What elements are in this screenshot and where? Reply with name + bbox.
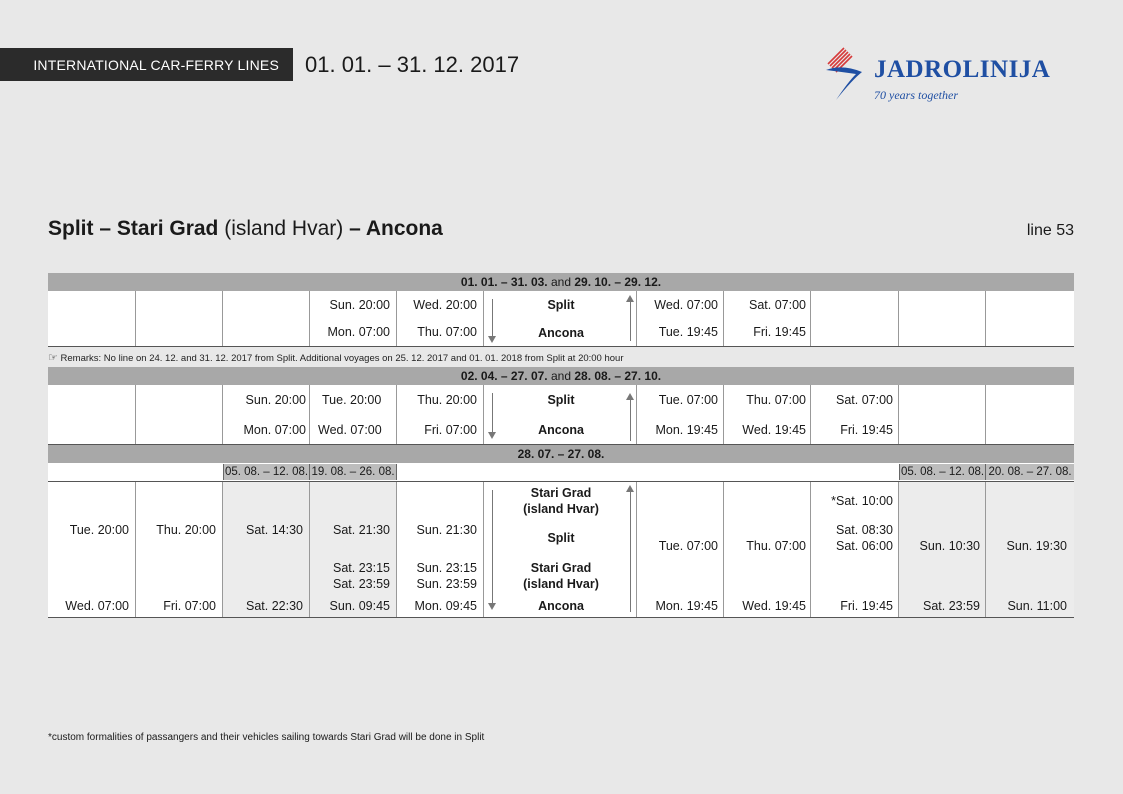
company-logo <box>822 42 1082 104</box>
s2-arrive-mon: Mon. 07:00 <box>243 423 306 437</box>
s3-sg-arr-sun: Sun. 23:15 <box>416 561 477 575</box>
route-title <box>48 217 443 241</box>
s2-arrive-fri: Fri. 07:00 <box>424 423 477 437</box>
s3-arr-back-fri: Fri. 19:45 <box>840 599 893 613</box>
validity-period: 01. 01. – 31. 12. 2017 <box>305 52 520 77</box>
s1-return-fri: Fri. 19:45 <box>753 325 806 339</box>
s1-depart-sun: Sun. 20:00 <box>329 298 390 312</box>
s2-arrive-back-wed: Wed. 19:45 <box>742 423 806 437</box>
s3-return-sat-split-arr: Sat. 08:30 <box>836 523 893 537</box>
s2-arrive-back-fri: Fri. 19:45 <box>840 423 893 437</box>
route-title-b: (island Hvar) <box>218 217 350 240</box>
period-2b: 28. 08. – 27. 10. <box>574 369 662 383</box>
s3-ancona-arr-sat: Sat. 22:30 <box>246 599 303 613</box>
s3-arr-back-sun: Sun. 11:00 <box>1007 599 1067 613</box>
logo-tagline: 70 years together <box>874 88 958 102</box>
s3-split-dep-tue: Tue. 20:00 <box>69 523 129 537</box>
period-2a: 02. 04. – 27. 07. <box>460 369 548 383</box>
s3-ancona-arr-fri: Fri. 07:00 <box>163 599 216 613</box>
port-stari-grad-2-island: (island Hvar) <box>523 577 599 591</box>
up-arrow-icon <box>630 491 631 612</box>
s1-arrive-thu: Thu. 07:00 <box>417 325 477 339</box>
section-tag-text: INTERNATIONAL CAR-FERRY LINES <box>33 56 279 73</box>
period-band-1 <box>48 273 1074 291</box>
s1-arrive-mon: Mon. 07:00 <box>327 325 390 339</box>
s3-ancona-arr-mon: Mon. 09:45 <box>414 599 477 613</box>
s1-return-tue: Tue. 19:45 <box>658 325 718 339</box>
sub-period-right-1: 05. 08. – 12. 08. <box>900 466 985 478</box>
s3-arr-back-mon: Mon. 19:45 <box>655 599 718 613</box>
s3-arr-back-sat: Sat. 23:59 <box>923 599 980 613</box>
up-arrow-icon <box>630 301 631 341</box>
s2-return-thu: Thu. 07:00 <box>746 393 806 407</box>
s2-arrive-wed: Wed. 07:00 <box>318 423 382 437</box>
down-arrow-icon <box>492 299 493 337</box>
period-1a: 01. 01. – 31. 03. <box>460 275 548 289</box>
sub-period-left-2: 19. 08. – 26. 08. <box>310 464 397 480</box>
route-title-a: Split – Stari Grad <box>48 217 219 240</box>
port-stari-grad-1-island: (island Hvar) <box>523 502 599 516</box>
timetable-section-3 <box>48 482 1074 618</box>
s3-arr-back-wed: Wed. 19:45 <box>742 599 806 613</box>
s3-return-sat-split-dep: Sat. 06:00 <box>836 539 893 553</box>
period-band-2 <box>48 367 1074 385</box>
port-stari-grad-2-name: Stari Grad <box>530 561 592 575</box>
s2-depart-thu: Thu. 20:00 <box>417 393 477 407</box>
route-title-c: – Ancona <box>349 217 443 240</box>
s3-return-tue: Tue. 07:00 <box>658 539 718 553</box>
s1-return-sat: Sat. 07:00 <box>749 298 806 312</box>
s3-ancona-arr-wed: Wed. 07:00 <box>65 599 129 613</box>
s2-port-from: Split <box>547 393 575 407</box>
down-arrow-icon <box>492 393 493 433</box>
s3-sg-dep-sat: Sat. 23:59 <box>333 577 390 591</box>
s3-port-split: Split <box>547 531 575 545</box>
s2-return-tue: Tue. 07:00 <box>658 393 718 407</box>
s1-port-to: Ancona <box>538 326 584 340</box>
s2-depart-tue: Tue. 20:00 <box>322 393 382 407</box>
s3-return-sun-2: Sun. 19:30 <box>1006 539 1067 553</box>
period-1b: 29. 10. – 29. 12. <box>574 275 662 289</box>
period-band-3 <box>48 445 1074 463</box>
s3-split-dep-sat2: Sat. 21:30 <box>333 523 390 537</box>
s2-arrive-back-mon: Mon. 19:45 <box>655 423 718 437</box>
port-stari-grad-1-name: Stari Grad <box>530 486 592 500</box>
pointing-hand-icon: ☞ <box>48 352 58 364</box>
remarks-text: Remarks: No line on 24. 12. and 31. 12. 2017 from Split. Additional voyages on 25. 12. 2017 and 01. 01. 2018 from Split at 20:00 hour <box>60 353 624 364</box>
s3-ancona-arr-sun: Sun. 09:45 <box>329 599 390 613</box>
s3-return-sat-stari-grad: *Sat. 10:00 <box>831 494 893 508</box>
timetable-section-2 <box>48 385 1074 445</box>
s3-port-stari-grad-1 <box>504 485 618 517</box>
s3-split-dep-thu: Thu. 20:00 <box>156 523 216 537</box>
logo-mark-icon <box>822 42 872 102</box>
remarks-note <box>48 351 624 364</box>
s3-port-stari-grad-2 <box>504 560 618 592</box>
sub-period-left-1: 05. 08. – 12. 08. <box>224 466 309 478</box>
s3-split-dep-sun: Sun. 21:30 <box>416 523 477 537</box>
s2-depart-sun: Sun. 20:00 <box>245 393 306 407</box>
period-3: 28. 07. – 27. 08. <box>517 447 605 461</box>
logo-brand: JADROLINIJA <box>874 56 1051 83</box>
s1-return-wed: Wed. 07:00 <box>654 298 718 312</box>
period-1-and: and <box>547 275 575 289</box>
s2-return-sat: Sat. 07:00 <box>836 393 893 407</box>
line-number: line 53 <box>1026 222 1074 239</box>
down-arrow-icon <box>492 490 493 604</box>
s3-sg-dep-sun: Sun. 23:59 <box>416 577 477 591</box>
timetable-section-1 <box>48 291 1074 347</box>
s3-return-sun-1: Sun. 10:30 <box>919 539 980 553</box>
s1-port-from: Split <box>547 298 575 312</box>
s3-port-ancona: Ancona <box>538 599 584 613</box>
s1-depart-wed: Wed. 20:00 <box>413 298 477 312</box>
s3-split-dep-sat1: Sat. 14:30 <box>246 523 303 537</box>
period-2-and: and <box>547 369 575 383</box>
s3-return-thu: Thu. 07:00 <box>746 539 806 553</box>
sub-period-right-2: 20. 08. – 27. 08. <box>986 464 1074 480</box>
s3-sg-arr-sat: Sat. 23:15 <box>333 561 390 575</box>
sub-period-row <box>48 463 1074 482</box>
section-tag <box>0 48 293 81</box>
up-arrow-icon <box>630 399 631 441</box>
footnote: *custom formalities of passangers and their vehicles sailing towards Stari Grad will be done in Split <box>48 732 485 743</box>
s2-port-to: Ancona <box>538 423 584 437</box>
